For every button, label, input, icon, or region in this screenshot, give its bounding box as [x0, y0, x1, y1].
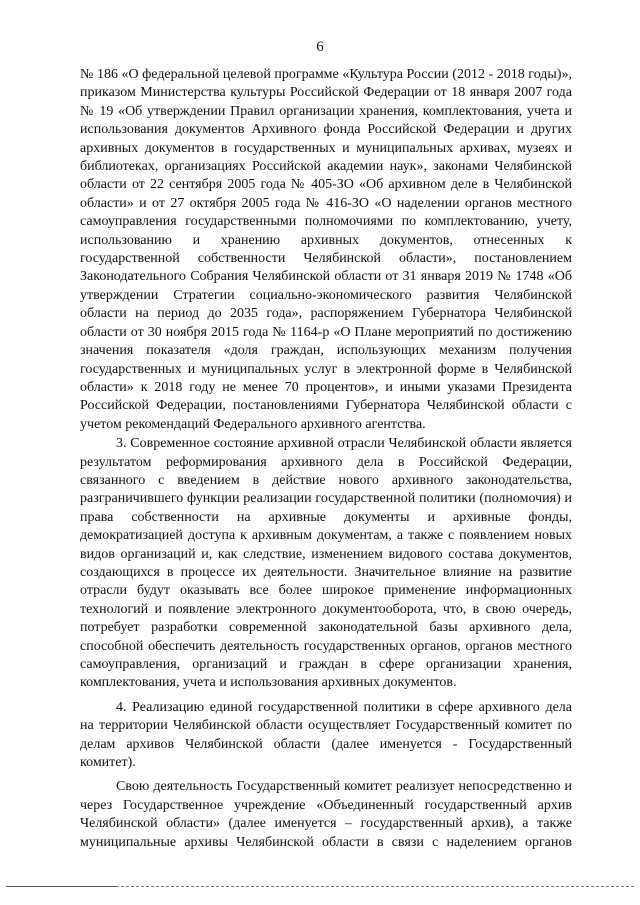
paragraph-4: 4. Реализацию единой государственной политики в сфере архивного дела на территории Челябинской области осуществляет Государственный комитет по делам архивов Челябинской области (далее именуется - Государственный комитет).: [80, 699, 572, 771]
paragraph-3: 3. Современное состояние архивной отрасли Челябинской области является результатом реформирования архивного дела в Российской Федерации, связанного с введением в действие нового архивного законодательства, разграничившего функции реализации государственной политики (полномочия) и права собственности на архивные документы и архивные фонды, демократизацией доступа к архивным документам, а также с появлением новых видов организаций и, как следствие, изменением видового состава документов, создающихся в процессе их деятельности. Значительное влияние на развитие отрасли будут оказывать все более широкое применение информационных технологий и появление электронного документооборота, что, в свою очередь, потребует разработки современной законодательной базы архивного дела, способной обеспечить деятельность государственных органов, органов местного самоуправления, организаций и граждан в сфере организации хранения, комплектования, учета и использования архивных документов.: [80, 436, 572, 691]
paragraph-5: Свою деятельность Государственный комитет реализует непосредственно и через Государственное учреждение «Объединенный государственный архив Челябинской области» (далее именуется – государственный архив), а также муниципальные архивы Челябинской области в связи с наделением органов: [80, 779, 572, 850]
page-number: 6: [316, 39, 324, 55]
page-bottom-divider-solid: [6, 886, 116, 887]
paragraph-continuation: № 186 «О федеральной целевой программе «Культура России (2012 - 2018 годы)», приказом Министерства культуры Российской Федерации от 18 января 2007 года № 19 «Об утверждении Правил организации хранения, комплектования, учета и использования документов Архивного фонда Российской Федерации и других архивных документов в государственных и муниципальных архивах, музеях и библиотеках, организациях Российской академии наук», законами Челябинской области от 22 сентября 2005 года № 405-ЗО «Об архивном деле в Челябинской области» и от 27 октября 2005 года № 416-ЗО «О наделении органов местного самоуправления государственными полномочиями по комплектованию, учету, использованию и хранению архивных документов, отнесенных к государственной собственности Челябинской области», постановлением Законодательного Собрания Челябинской области от 31 января 2019 № 1748 «Об утверждении Стратегии социально-экономического развития Челябинской области на период до 2035 года», распоряжением Губернатора Челябинской области от 30 ноября 2015 года № 1164-р «О Плане мероприятий по достижению значения показателя «доля граждан, использующих механизм получения государственных и муниципальных услуг в электронной форме в Челябинской области» к 2018 году не менее 70 процентов», и иными указами Президента Российской Федерации, постановлениями Губернатора Челябинской области с учетом рекомендаций Федерального архивного агентства.: [80, 67, 572, 432]
document-body: [80, 66, 572, 852]
